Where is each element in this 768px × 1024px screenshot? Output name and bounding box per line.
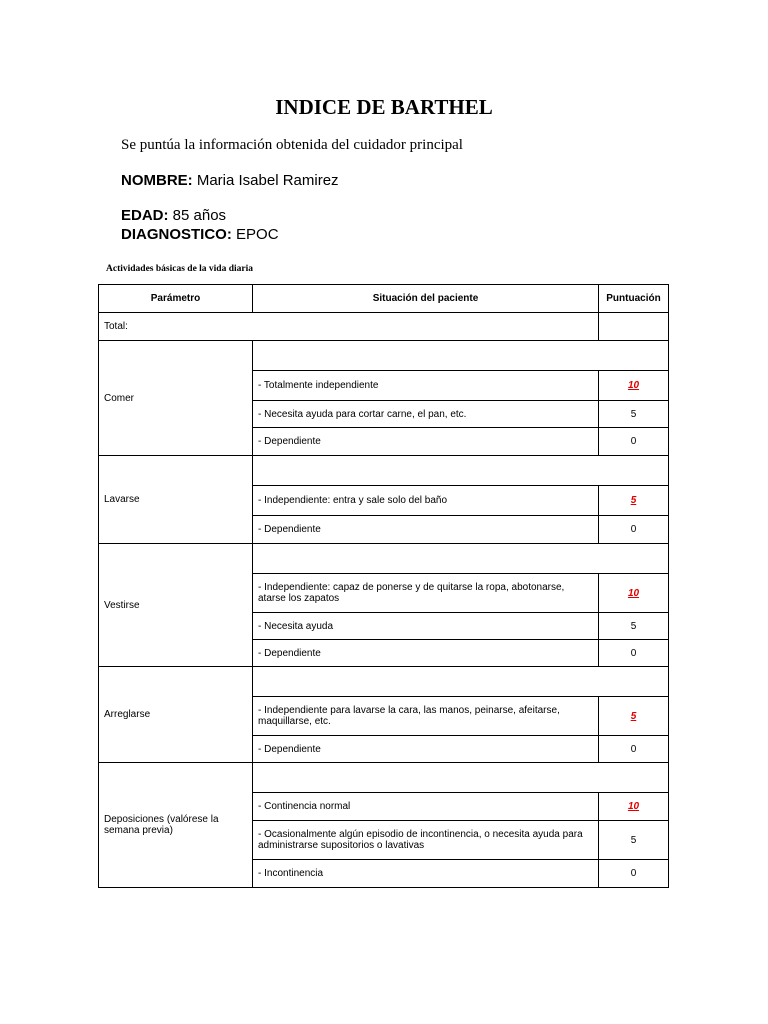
group-header-row [99, 763, 669, 793]
header-situation: Situación del paciente [253, 285, 599, 313]
page-title: INDICE DE BARTHEL [275, 95, 493, 119]
age-value: 85 años [172, 207, 227, 224]
table-caption: Actividades básicas de la vida diaria [106, 264, 253, 274]
group-spacer-cell [253, 667, 669, 697]
parameter-cell: Lavarse [99, 456, 253, 544]
option-score-cell [599, 401, 669, 428]
option-score: 0 [630, 743, 637, 755]
parameter-cell: Deposiciones (valórese la semana previa) [99, 763, 253, 888]
option-text: - Dependiente [253, 516, 599, 544]
option-text: - Independiente: entra y sale solo del baño [253, 486, 599, 516]
name-value: Maria Isabel Ramirez [196, 172, 339, 189]
option-text: - Continencia normal [253, 793, 599, 821]
option-score-cell [599, 793, 669, 821]
option-score: 0 [630, 436, 637, 447]
option-score-cell [599, 516, 669, 544]
option-text: - Dependiente [253, 640, 599, 667]
option-score-cell [599, 428, 669, 456]
option-score-cell [599, 697, 669, 736]
table-header-row [99, 285, 669, 313]
patient-diagnosis [121, 226, 279, 243]
group-header-row [99, 667, 669, 697]
intro-text: Se puntúa la información obtenida del cuidador principal [121, 137, 463, 153]
diagnosis-value: EPOC [236, 226, 279, 243]
total-row [99, 313, 669, 341]
option-score: 5 [630, 408, 637, 420]
group-header-row [99, 341, 669, 371]
option-score-cell [599, 640, 669, 667]
option-text: - Necesita ayuda [253, 613, 599, 640]
group-header-row [99, 456, 669, 486]
header-score: Puntuación [599, 285, 669, 313]
table-body [99, 313, 669, 888]
patient-age [121, 207, 226, 224]
option-score-cell [599, 860, 669, 888]
option-text: - Dependiente [253, 736, 599, 763]
name-label: NOMBRE: [121, 172, 193, 189]
group-spacer-cell [253, 456, 669, 486]
total-label: Total: [99, 313, 599, 341]
selected-score: 5 [630, 710, 637, 722]
option-text: - Ocasionalmente algún episodio de incontinencia, o necesita ayuda para administrarse supositorios o lavativas [253, 821, 599, 860]
option-score: 5 [630, 834, 637, 846]
option-score: 5 [630, 620, 637, 632]
option-text: - Totalmente independiente [253, 371, 599, 401]
group-spacer-cell [253, 341, 669, 371]
diagnosis-label: DIAGNOSTICO: [121, 226, 232, 243]
total-value [599, 313, 669, 341]
option-text: - Independiente: capaz de ponerse y de quitarse la ropa, abotonarse, atarse los zapatos [253, 574, 599, 613]
option-text: - Incontinencia [253, 860, 599, 888]
header-parameter: Parámetro [99, 285, 253, 313]
group-header-row [99, 544, 669, 574]
option-score-cell [599, 486, 669, 516]
option-score: 0 [630, 524, 637, 535]
option-score-cell [599, 821, 669, 860]
selected-score: 10 [627, 587, 640, 599]
patient-name [121, 172, 339, 189]
option-score: 0 [630, 868, 637, 879]
selected-score: 10 [627, 801, 640, 812]
barthel-table [98, 284, 669, 888]
option-score-cell [599, 574, 669, 613]
selected-score: 10 [627, 380, 640, 391]
option-score-cell [599, 613, 669, 640]
group-spacer-cell [253, 544, 669, 574]
option-text: - Necesita ayuda para cortar carne, el pan, etc. [253, 401, 599, 428]
selected-score: 5 [630, 495, 637, 506]
option-score-cell [599, 736, 669, 763]
option-text: - Dependiente [253, 428, 599, 456]
option-score: 0 [630, 647, 637, 659]
parameter-cell: Vestirse [99, 544, 253, 667]
option-score-cell [599, 371, 669, 401]
group-spacer-cell [253, 763, 669, 793]
age-label: EDAD: [121, 207, 169, 224]
parameter-cell: Comer [99, 341, 253, 456]
parameter-cell: Arreglarse [99, 667, 253, 763]
option-text: - Independiente para lavarse la cara, las manos, peinarse, afeitarse, maquillarse, etc. [253, 697, 599, 736]
